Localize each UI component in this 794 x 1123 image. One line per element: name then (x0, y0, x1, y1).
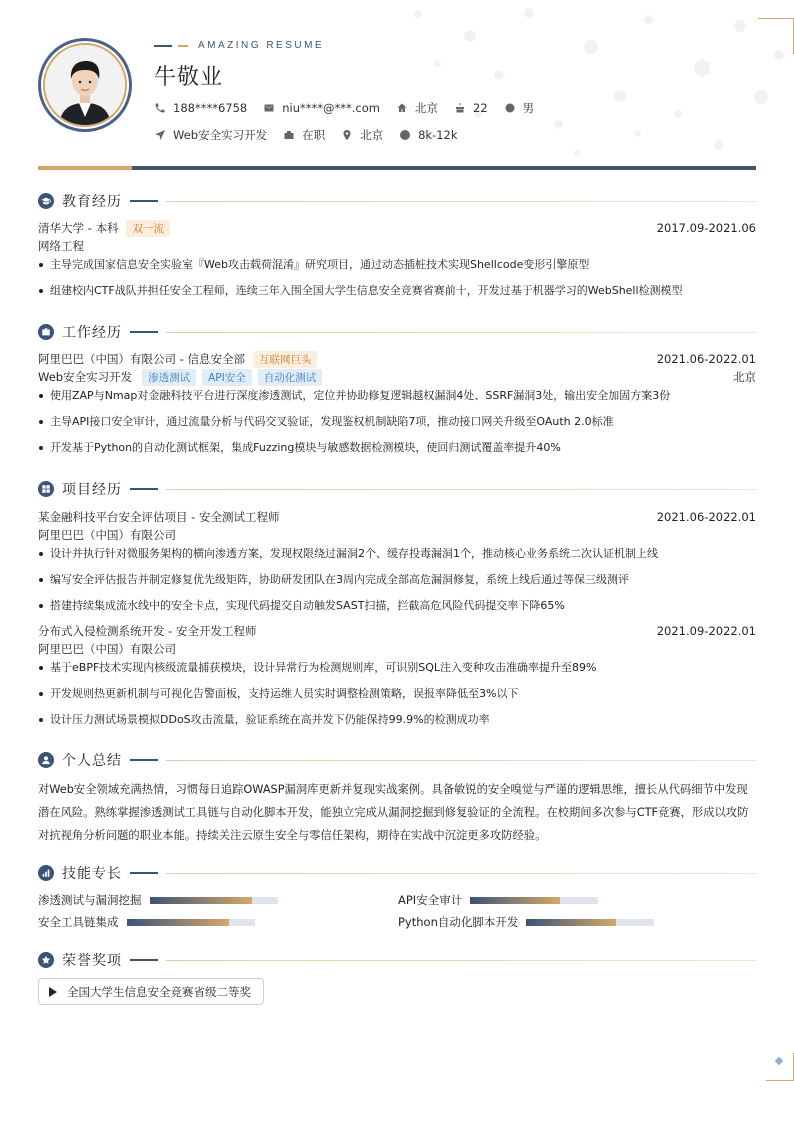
resume-tagline (154, 40, 324, 51)
status-item: 在职 (283, 127, 325, 143)
avatar (38, 38, 132, 132)
person-icon (45, 45, 125, 125)
major: 网络工程 (38, 239, 84, 253)
gender-icon (504, 102, 516, 114)
send-icon (154, 129, 166, 141)
project-entry-header (38, 622, 756, 640)
salary-icon (399, 129, 411, 141)
job-intent-row (154, 127, 474, 143)
gender-item: 男 (504, 100, 535, 116)
work-entry-header (38, 350, 756, 368)
contact-info-row (154, 100, 550, 116)
skill-bar (150, 897, 278, 904)
education-period: 2017.09-2021.06 (656, 221, 756, 235)
role-title: Web安全实习开发 (38, 370, 133, 384)
section-title: 教育经历 (62, 194, 122, 210)
project-period: 2021.06-2022.01 (656, 510, 756, 524)
list-item: 基于eBPF技术实现内核级流量捕获模块，设计异常行为检测规则库，可识别SQL注入变种攻击准确率提升至89% (38, 658, 756, 684)
user-icon (38, 752, 54, 768)
header-divider (38, 166, 756, 170)
play-icon (49, 987, 57, 997)
list-item: 搭建持续集成流水线中的安全卡点，实现代码提交自动触发SAST扫描，拦截高危风险代码提交率下降65% (38, 596, 756, 622)
list-item: 编写安全评估报告并制定修复优先级矩阵，协助研发团队在3周内完成全部高危漏洞修复，系统上线后通过等保三级测评 (38, 570, 756, 596)
mail-icon (263, 102, 275, 114)
project-company: 阿里巴巴（中国）有限公司 (38, 642, 176, 656)
work-section (38, 322, 756, 464)
list-item: 设计并执行针对微服务架构的横向渗透方案，发现权限绕过漏洞2个、缓存投毒漏洞1个，推动核心业务系统二次认证机制上线 (38, 544, 756, 570)
section-header (38, 863, 756, 883)
email-item: niu****@***.com (263, 101, 380, 115)
project-company: 阿里巴巴（中国）有限公司 (38, 528, 176, 542)
work-role-row (38, 368, 756, 386)
corner-decoration-top (758, 18, 794, 54)
status-icon (283, 129, 295, 141)
grid-icon (38, 481, 54, 497)
phone-item: 188****6758 (154, 101, 247, 115)
summary-text: 对Web安全领域充满热情，习惯每日追踪OWASP漏洞库更新并复现实战案例。具备敏锐的安全嗅觉与严谨的逻辑思维，擅长从代码细节中发现潜在风险。熟练掌握渗透测试工具链与自动化脚本开发，能独立完成从漏洞挖掘到修复验证的全流程。在校期间多次参与CTF竞赛，形成以攻防对抗视角分析问题的职业本能。持续关注云原生安全与零信任架构，期待在实战中沉淀更多攻防经验。 (38, 783, 749, 842)
list-item: 组建校内CTF战队并担任安全工程师，连续三年入围全国大学生信息安全竞赛省赛前十，开发过基于机器学习的WebShell检测模型 (38, 281, 756, 307)
list-item: 主导API接口安全审计，通过流量分析与代码交叉验证，发现鉴权机制缺陷7项，推动接口网关升级至OAuth 2.0标准 (38, 412, 756, 438)
skills-section (38, 863, 756, 931)
section-title: 技能专长 (62, 866, 122, 882)
skill-item: 安全工具链集成 (38, 913, 398, 931)
list-item: 主导完成国家信息安全实验室『Web攻击载荷混淆』研究项目，通过动态插桩技术实现Shellcode变形引擎原型 (38, 255, 756, 281)
education-section (38, 191, 756, 307)
graduation-cap-icon (38, 193, 54, 209)
skill-item: API安全审计 (398, 891, 718, 909)
skill-bar (470, 897, 598, 904)
list-item: 开发规则热更新机制与可视化告警面板，支持运维人员实时调整检测策略，误报率降低至3%以下 (38, 684, 756, 710)
list-item: 开发基于Python的自动化测试框架，集成Fuzzing模块与敏感数据检测模块，使回归测试覆盖率提升40% (38, 438, 756, 464)
section-title: 工作经历 (62, 325, 122, 341)
project-name: 分布式入侵检测系统开发 - 安全开发工程师 (38, 624, 257, 638)
candidate-name: 牛敬业 (154, 65, 224, 90)
cake-icon (454, 102, 466, 114)
bar-chart-icon (38, 865, 54, 881)
skill-tag: 渗透测试 (142, 369, 196, 386)
tagline-text: AMAZING RESUME (198, 40, 325, 51)
award-icon (38, 952, 54, 968)
age-item: 22 (454, 101, 488, 115)
summary-section (38, 750, 756, 847)
skill-bar (127, 919, 255, 926)
project-name: 某金融科技平台安全评估项目 - 安全测试工程师 (38, 510, 280, 524)
skill-tag: 自动化测试 (258, 369, 323, 386)
section-title: 荣誉奖项 (62, 953, 122, 969)
work-city: 北京 (733, 370, 756, 384)
company-badge: 互联网巨头 (253, 351, 318, 368)
phone-icon (154, 102, 166, 114)
work-period: 2021.06-2022.01 (656, 352, 756, 366)
education-entry-header (38, 219, 756, 237)
skills-grid (38, 891, 756, 931)
company-name: 阿里巴巴（中国）有限公司 - 信息安全部 (38, 352, 245, 366)
city-item: 北京 (341, 127, 383, 143)
section-header (38, 950, 756, 970)
list-item: 使用ZAP与Nmap对金融科技平台进行深度渗透测试，定位并协助修复逻辑越权漏洞4处、SSRF漏洞3处，输出安全加固方案3份 (38, 386, 756, 412)
section-header (38, 191, 756, 211)
school-name: 清华大学 - 本科 (38, 221, 119, 235)
salary-item: 8k-12k (399, 128, 457, 142)
resume-header (38, 36, 756, 166)
section-header (38, 322, 756, 342)
skill-tag: API安全 (202, 369, 252, 386)
list-item: 设计压力测试场景模拟DDoS攻击流量，验证系统在高并发下仍能保持99.9%的检测成功率 (38, 710, 756, 736)
project-period: 2021.09-2022.01 (656, 624, 756, 638)
location-icon (341, 129, 353, 141)
section-header (38, 750, 756, 770)
skill-item: Python自动化脚本开发 (398, 913, 718, 931)
award-item: 全国大学生信息安全竞赛省级二等奖 (38, 978, 264, 1005)
briefcase-icon (38, 324, 54, 340)
projects-section (38, 479, 756, 736)
section-header (38, 479, 756, 499)
home-icon (396, 102, 408, 114)
skill-bar (526, 919, 654, 926)
section-title: 项目经历 (62, 482, 122, 498)
skill-item: 渗透测试与漏洞挖掘 (38, 891, 398, 909)
awards-section (38, 950, 756, 1005)
school-badge: 双一流 (126, 220, 170, 237)
project-entry-header (38, 508, 756, 526)
position-item: Web安全实习开发 (154, 127, 267, 143)
section-title: 个人总结 (62, 753, 122, 769)
hometown-item: 北京 (396, 100, 438, 116)
